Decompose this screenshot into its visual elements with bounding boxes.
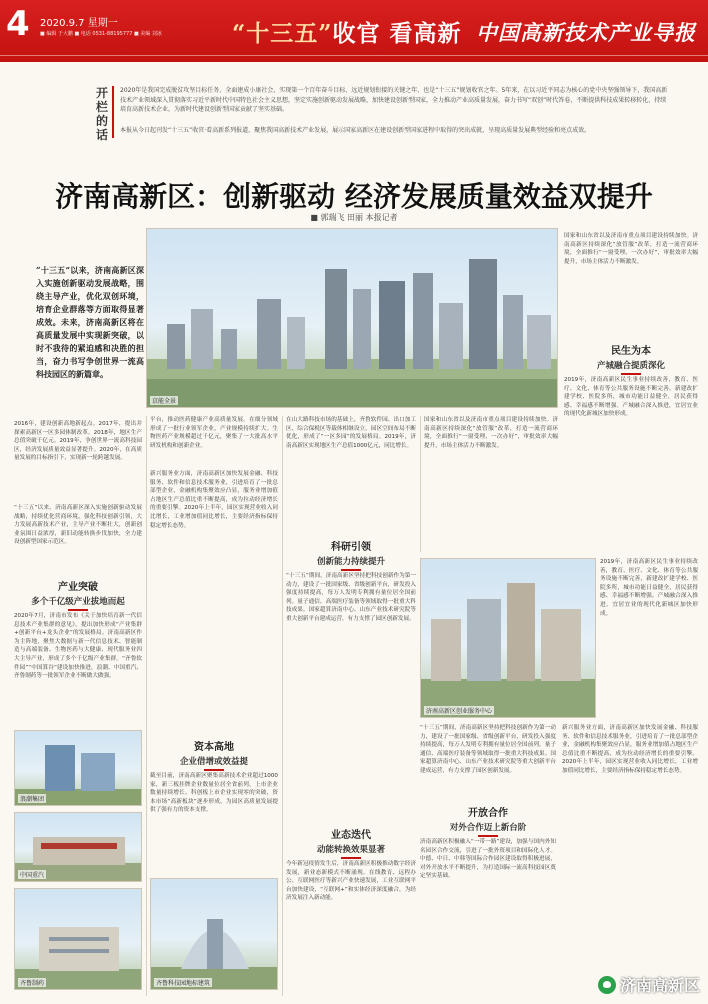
intro-label-char: 栏	[96, 100, 109, 114]
column-f-text-2: 济南高新区积极融入“一带一路”建设，加强与国内外知名园区合作交流，引进了一批外资项目和国际化人才。中德、中日、中韩等国际合作园区建设取得积极进展，对外开放水平不断提升，为打造国际一流高科技园区奠定坚实基础。	[420, 839, 556, 880]
qilu-building-illustration	[15, 889, 142, 990]
subhead-rule	[621, 373, 641, 375]
intro-label	[96, 86, 110, 142]
subhead-subtitle: 动能转换效果显著	[316, 845, 385, 855]
main-photo	[146, 228, 558, 408]
masthead	[0, 0, 708, 62]
newspaper-name: 中国高新技术产业导报	[476, 20, 696, 45]
main-photo-caption: 京能全景	[152, 398, 177, 405]
column-g-text: 新兴服务业方面，济南高新区加快发展金融、科技服务、软件和信息技术服务业，引进培育了一批总部型企业，金融机构集聚效应凸显，服务业增加值占地区生产总值比重不断提高，成为拉动经济增长的重要引擎。2020年上半年，园区实现营业收入同比增长，工业增加值同比增长，主要经济指标保持稳定增长态势。	[562, 725, 698, 774]
column-d-text-top: 国家和山东省以及济南市重点项目建设持续加快。济南高新区持续深化“放管服”改革，打造一流营商环境，全面推行“一窗受理、一次办好”，审批效率大幅提升，市场主体活力不断激发。	[424, 417, 558, 449]
column-divider	[146, 416, 147, 996]
subhead-industry	[14, 578, 142, 611]
photo-inspur	[14, 730, 142, 806]
photo-service-center	[420, 558, 596, 718]
column-c-text-1: 在山大路科技市场的基础上，齐鲁软件园、出口加工区、综合保税区等载体相继设立，园区空间布局不断优化，形成了“一区多园”的发展格局。2019年，济南高新区实现地区生产总值1000亿元，同比增长。	[286, 417, 416, 449]
intro-paragraph-1: 2020年是我国完成脱贫攻坚目标任务、全面建成小康社会、实现第一个百年奋斗目标、远近规划衔接的关键之年，也是“十三五”规划收官之年。5年来，在以习近平同志为核心的党中央坚强领导下，我国高新技术产业领域深入贯彻落实习近平新时代中国特色社会主义思想，坚定实施创新驱动发展战略，加快建设创新型国家，全力推动产业高质量发展，奋力书写“双创”时代答卷，不断提供科技成果转移转化，持续培育高新技术企业，为新时代建设创新型国家贡献了坚实基础。	[120, 87, 668, 113]
skyline-illustration	[147, 229, 558, 408]
subhead-research	[286, 538, 416, 571]
masthead-rule	[0, 55, 708, 56]
column-divider	[282, 416, 283, 996]
lead-quote: “十三五”以来，济南高新区深入实施创新驱动发展战略，围绕主导产业，优化双创环境，培育企业群落等方面取得显著成效。未来，济南高新区将在高质量发展中实现新突破，以时不我待的紧迫感和决胜的担当，奋力书写争创世界一流高科技园区的新篇章。	[36, 265, 144, 379]
page-number: 4	[6, 4, 30, 44]
series-suffix: 收官 看高新	[332, 20, 462, 47]
subhead-subtitle: 创新能力持续提升	[316, 557, 385, 567]
column-c-text-2: “十三五”期间，济南高新区坚持把科技创新作为第一动力，建设了一批国家级、省级创新平台，研发投入强度持续提高，每万人发明专利拥有量位居全国前列。量子通信、高端医疗装备等领域取得一批重大科技成果。国家超算济南中心、山东产业技术研究院等重大创新平台建成运营，有力支撑了园区创新发展。	[286, 573, 416, 622]
column-e-text-1: 国家和山东省以及济南市重点项目建设持续加快。济南高新区持续深化“放管服”改革，打造一流营商环境，全面推行“一窗受理、一次办好”，审批效率大幅提升，市场主体活力不断激发。	[564, 233, 698, 265]
series-quote-left: “	[232, 20, 247, 47]
column-b-text-1: 平台，推动医药健康产业高质量发展。在细分领域形成了一批行业领军企业，产业规模持续扩大。生物医药产业规模超过千亿元，聚集了一大批高水平研发机构和创新企业。	[150, 417, 278, 449]
column-b-text-2: 新兴服务业方面，济南高新区加快发展金融、科技服务、软件和信息技术服务业，引进培育了一批总部型企业，金融机构集聚效应凸显，服务业增加值占地区生产总值比重不断提高，成为拉动经济增长的重要引擎。2020年上半年，园区实现营业收入同比增长，工业增加值同比增长，主要经济指标保持稳定增长态势。	[150, 471, 278, 529]
intro-label-char: 话	[96, 128, 109, 142]
subhead-new-economy	[286, 826, 416, 859]
photo-qilu-caption: 齐鲁制药	[20, 980, 45, 987]
landmark-illustration	[151, 879, 278, 990]
column-e-text-3: 2019年，济南高新区民生事业持续改善，教育、医疗、文化、体育等公共服务设施不断完善，新建改扩建学校、医院多所，城市功能日益健全，居民获得感、幸福感不断增强。产城融合深入推进，宜居宜业的现代化新城区加快形成。	[600, 559, 698, 617]
subhead-rule	[204, 769, 224, 771]
subhead-livelihood	[564, 342, 698, 375]
subhead-title: 产业突破	[58, 582, 98, 593]
service-center-illustration	[421, 559, 596, 718]
watermark	[598, 973, 700, 996]
column-divider	[420, 416, 421, 552]
subhead-title: 科研引领	[331, 542, 371, 553]
subhead-subtitle: 对外合作迈上新台阶	[449, 823, 527, 833]
photo-sinotruk	[14, 812, 142, 882]
column-a-text-3: 2020年7月，济南市发布《关于加快培育新一代信息技术产业集群的意见》，提出加快形成“产业集群+创新平台+龙头企业”的发展格局。济南高新区作为主阵地，聚焦大数据与新一代信息技术、智能制造与高端装备、生物医药与大健康、现代服务业四大主导产业，形成了多个千亿级产业集群。“齐鲁软件园”“中国算谷”建设加快推进，浪潮、中国重汽、齐鲁制药等一批领军企业不断做大做强。	[14, 613, 142, 680]
series-title-main: 十三五	[246, 20, 319, 47]
photo-service-center-caption: 济南高新区创业服务中心	[426, 708, 493, 715]
intro-accent-bar	[112, 86, 114, 138]
column-a-text-2: “十三五”以来，济南高新区深入实施创新驱动发展战略，持续优化营商环境，强化科技创新引领，大力发展高新技术产业，主导产业不断壮大，创新创业氛围日益浓厚，新旧动能转换步伐加快，全力建设创新型国家示范区。	[14, 505, 142, 546]
series-title	[232, 15, 461, 48]
editor-meta: ■ 编辑 于大鹏 ■ 电话 0531-88195777 ■ 美编 刘冰	[40, 31, 162, 37]
photo-qilu	[14, 888, 142, 990]
article-headline: 济南高新区：创新驱动 经济发展质量效益双提升	[55, 180, 653, 213]
intro-label-char: 开	[96, 86, 109, 100]
photo-landmark-caption: 齐鲁科技园地标建筑	[156, 980, 211, 987]
intro-label-char: 的	[96, 114, 109, 128]
watermark-text: 济南高新区	[619, 976, 700, 995]
subhead-rule	[341, 857, 361, 859]
subhead-capital	[150, 738, 278, 771]
subhead-subtitle: 企业借增或效益提	[179, 757, 248, 767]
subhead-subtitle: 产城融合提质深化	[596, 361, 665, 371]
subhead-opening	[420, 804, 556, 837]
column-b-text-3: 截至目前，济南高新区聚集高新技术企业超过1000家，新三板挂牌企业数量位居全省前列，上市企业数量持续增长。科创板上市企业实现零的突破，资本市场“高新板块”逐步形成，为园区高质量发展提供了强有力的资本支撑。	[150, 773, 278, 814]
subhead-rule	[478, 835, 498, 837]
photo-landmark	[150, 878, 278, 990]
issue-date: 2020.9.7 星期一	[40, 18, 118, 29]
subhead-subtitle: 多个千亿级产业拔地而起	[31, 597, 125, 607]
series-quote-right: ”	[318, 20, 333, 47]
column-c-text-3: 今年新冠疫情发生后，济南高新区积极推动数字经济发展，新业态新模式不断涌现。在线教育、远程办公、互联网医疗等新兴产业快速发展，工业互联网平台加快建设，“互联网+”和实体经济深度融合，为经济发展注入新动能。	[286, 861, 416, 902]
wechat-icon	[598, 976, 616, 994]
column-f-text-1: “十三五”期间，济南高新区坚持把科技创新作为第一动力，建设了一批国家级、省级创新平台，研发投入强度持续提高，每万人发明专利拥有量位居全国前列。量子通信、高端医疗装备等领域取得一批重大科技成果。国家超算济南中心、山东产业技术研究院等重大创新平台建成运营，有力支撑了园区创新发展。	[420, 725, 556, 774]
column-a-text-1: 2016年，建设创新高地新起点。2017年，提出并探索高新区一区多园体制改革。2018年，地区生产总值突破千亿元。2019年，争创世界一流高科技园区，经济发展质量效益显著提升。2020年，在高质量发展的目标指引下，实现新一轮跨越发展。	[14, 421, 142, 462]
photo-inspur-caption: 浪潮集团	[20, 796, 45, 803]
column-e-text-2: 2019年，济南高新区民生事业持续改善，教育、医疗、文化、体育等公共服务设施不断完善，新建改扩建学校、医院多所，城市功能日益健全，居民获得感、幸福感不断增强。产城融合深入推进，宜居宜业的现代化新城区加快形成。	[564, 377, 698, 418]
subhead-rule	[68, 609, 88, 611]
subhead-title: 民生为本	[611, 346, 651, 357]
column-intro	[0, 78, 708, 148]
subhead-title: 资本高地	[194, 742, 234, 753]
intro-paragraph-2: 本报从今日起刊发“十三五”收官·看高新系列报道，聚焦我国高新技术产业发展，展示国家高新区在建设创新型国家进程中取得的突出成就，呈现高质量发展典型经验和亮点成效。	[120, 127, 591, 134]
subhead-title: 业态迭代	[331, 830, 371, 841]
subhead-rule	[341, 569, 361, 571]
subhead-title: 开放合作	[468, 808, 508, 819]
article-byline: ■ 郭瑞飞 田丽 本报记者	[310, 213, 398, 222]
photo-sinotruk-caption: 中国重汽	[20, 872, 45, 879]
